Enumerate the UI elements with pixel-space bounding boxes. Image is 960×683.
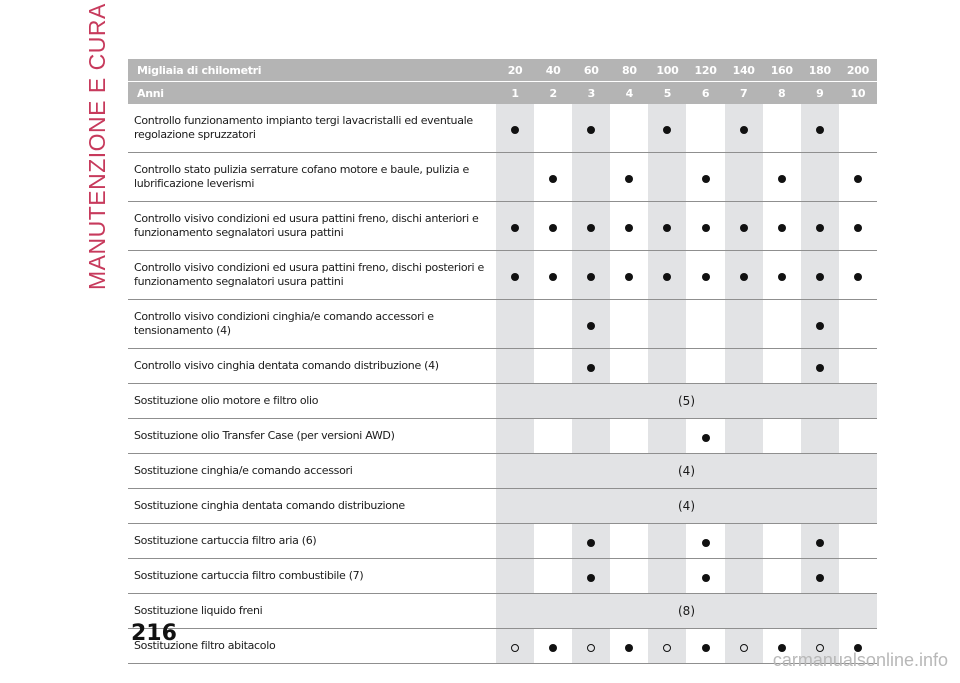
- schedule-cell: [801, 202, 839, 251]
- filled-dot-icon: [778, 273, 786, 281]
- schedule-cell: [725, 300, 763, 349]
- row-note: (4): [496, 489, 877, 524]
- filled-dot-icon: [663, 126, 671, 134]
- schedule-cell: [610, 202, 648, 251]
- schedule-cell: [496, 153, 534, 202]
- filled-dot-icon: [702, 175, 710, 183]
- filled-dot-icon: [702, 574, 710, 582]
- schedule-cell: [725, 559, 763, 594]
- filled-dot-icon: [816, 574, 824, 582]
- filled-dot-icon: [625, 224, 633, 232]
- schedule-cell: [686, 419, 724, 454]
- table-row: [128, 419, 877, 454]
- schedule-cell: [725, 349, 763, 384]
- schedule-cell: [725, 251, 763, 300]
- header-year-5: 5: [648, 82, 686, 105]
- schedule-cell: [763, 153, 801, 202]
- schedule-cell: [572, 202, 610, 251]
- schedule-cell: [496, 349, 534, 384]
- schedule-cell: [534, 559, 572, 594]
- filled-dot-icon: [816, 539, 824, 547]
- filled-dot-icon: [587, 224, 595, 232]
- schedule-cell: [839, 251, 877, 300]
- schedule-cell: [648, 104, 686, 153]
- filled-dot-icon: [778, 224, 786, 232]
- header-years-row: [128, 82, 877, 105]
- schedule-cell: [534, 524, 572, 559]
- header-km-60: 60: [572, 59, 610, 82]
- schedule-cell: [763, 202, 801, 251]
- schedule-cell: [534, 349, 572, 384]
- table-row: [128, 104, 877, 153]
- schedule-cell: [648, 300, 686, 349]
- schedule-cell: [496, 104, 534, 153]
- schedule-cell: [725, 202, 763, 251]
- watermark: carmanualsonline.info: [772, 650, 948, 670]
- schedule-cell: [610, 349, 648, 384]
- filled-dot-icon: [511, 273, 519, 281]
- schedule-cell: [686, 153, 724, 202]
- filled-dot-icon: [854, 175, 862, 183]
- table-row: [128, 202, 877, 251]
- schedule-cell: [763, 524, 801, 559]
- maintenance-schedule-table: [128, 59, 877, 664]
- header-km-200: 200: [839, 59, 877, 82]
- row-label: Sostituzione cartuccia filtro aria (6): [128, 524, 496, 559]
- header-km-row: [128, 59, 877, 82]
- schedule-cell: [496, 559, 534, 594]
- row-label: Controllo visivo cinghia dentata comando distribuzione (4): [128, 349, 496, 384]
- schedule-cell: [763, 300, 801, 349]
- schedule-cell: [686, 524, 724, 559]
- schedule-cell: [648, 419, 686, 454]
- table-row: [128, 524, 877, 559]
- header-year-7: 7: [725, 82, 763, 105]
- schedule-cell: [572, 349, 610, 384]
- filled-dot-icon: [702, 539, 710, 547]
- table-row: [128, 454, 877, 489]
- filled-dot-icon: [854, 273, 862, 281]
- schedule-cell: [648, 349, 686, 384]
- schedule-cell: [801, 153, 839, 202]
- row-label: Controllo visivo condizioni cinghia/e comando accessori e tensionamento (4): [128, 300, 496, 349]
- schedule-cell: [496, 419, 534, 454]
- schedule-cell: [801, 349, 839, 384]
- filled-dot-icon: [511, 224, 519, 232]
- row-note: (8): [496, 594, 877, 629]
- page-number: 216: [131, 621, 177, 646]
- filled-dot-icon: [663, 273, 671, 281]
- header-years-label: Anni: [128, 82, 496, 105]
- schedule-cell: [763, 104, 801, 153]
- schedule-cell: [572, 559, 610, 594]
- row-label: Controllo visivo condizioni ed usura pattini freno, dischi posteriori e funzionamento segnalatori usura pattini: [128, 251, 496, 300]
- schedule-cell: [534, 629, 572, 664]
- schedule-cell: [801, 419, 839, 454]
- schedule-cell: [610, 153, 648, 202]
- schedule-cell: [686, 349, 724, 384]
- schedule-cell: [686, 251, 724, 300]
- header-km-20: 20: [496, 59, 534, 82]
- filled-dot-icon: [740, 126, 748, 134]
- table-row: [128, 384, 877, 419]
- header-year-10: 10: [839, 82, 877, 105]
- filled-dot-icon: [816, 224, 824, 232]
- header-km-140: 140: [725, 59, 763, 82]
- schedule-cell: [801, 559, 839, 594]
- schedule-cell: [496, 202, 534, 251]
- schedule-cell: [839, 202, 877, 251]
- schedule-cell: [648, 559, 686, 594]
- header-km-180: 180: [801, 59, 839, 82]
- filled-dot-icon: [587, 126, 595, 134]
- schedule-cell: [725, 629, 763, 664]
- filled-dot-icon: [625, 644, 633, 652]
- schedule-cell: [725, 153, 763, 202]
- header-km-160: 160: [763, 59, 801, 82]
- hollow-circle-icon: [663, 644, 671, 652]
- row-label: Sostituzione cartuccia filtro combustibile (7): [128, 559, 496, 594]
- schedule-cell: [610, 559, 648, 594]
- schedule-cell: [686, 559, 724, 594]
- row-label: Sostituzione cinghia dentata comando distribuzione: [128, 489, 496, 524]
- filled-dot-icon: [740, 224, 748, 232]
- schedule-cell: [648, 202, 686, 251]
- schedule-cell: [763, 419, 801, 454]
- row-label: Sostituzione cinghia/e comando accessori: [128, 454, 496, 489]
- schedule-cell: [572, 153, 610, 202]
- schedule-cell: [648, 629, 686, 664]
- schedule-cell: [648, 153, 686, 202]
- schedule-cell: [648, 524, 686, 559]
- row-label: Controllo stato pulizia serrature cofano motore e baule, pulizia e lubrificazione leverismi: [128, 153, 496, 202]
- schedule-cell: [763, 349, 801, 384]
- filled-dot-icon: [702, 644, 710, 652]
- schedule-cell: [839, 524, 877, 559]
- header-km-100: 100: [648, 59, 686, 82]
- schedule-cell: [725, 104, 763, 153]
- schedule-cell: [496, 629, 534, 664]
- header-year-9: 9: [801, 82, 839, 105]
- schedule-cell: [839, 559, 877, 594]
- table-row: [128, 153, 877, 202]
- row-label: Controllo visivo condizioni ed usura pattini freno, dischi anteriori e funzionamento segnalatori usura pattini: [128, 202, 496, 251]
- schedule-cell: [496, 251, 534, 300]
- table-row: [128, 489, 877, 524]
- schedule-cell: [686, 629, 724, 664]
- filled-dot-icon: [549, 273, 557, 281]
- filled-dot-icon: [816, 364, 824, 372]
- header-year-6: 6: [686, 82, 724, 105]
- table-row: [128, 594, 877, 629]
- schedule-cell: [839, 419, 877, 454]
- schedule-cell: [610, 629, 648, 664]
- table-row: [128, 300, 877, 349]
- row-label: Sostituzione olio motore e filtro olio: [128, 384, 496, 419]
- schedule-cell: [725, 419, 763, 454]
- filled-dot-icon: [625, 273, 633, 281]
- schedule-cell: [763, 251, 801, 300]
- schedule-cell: [686, 202, 724, 251]
- header-km-120: 120: [686, 59, 724, 82]
- filled-dot-icon: [816, 322, 824, 330]
- filled-dot-icon: [587, 322, 595, 330]
- filled-dot-icon: [549, 224, 557, 232]
- filled-dot-icon: [778, 175, 786, 183]
- schedule-cell: [610, 104, 648, 153]
- header-year-3: 3: [572, 82, 610, 105]
- row-label: Controllo funzionamento impianto tergi lavacristalli ed eventuale regolazione spruzzatori: [128, 104, 496, 153]
- filled-dot-icon: [549, 175, 557, 183]
- schedule-cell: [648, 251, 686, 300]
- schedule-cell: [534, 419, 572, 454]
- schedule-cell: [534, 104, 572, 153]
- schedule-cell: [610, 524, 648, 559]
- schedule-cell: [610, 300, 648, 349]
- filled-dot-icon: [587, 364, 595, 372]
- schedule-cell: [572, 300, 610, 349]
- row-note: (5): [496, 384, 877, 419]
- schedule-cell: [610, 251, 648, 300]
- filled-dot-icon: [854, 224, 862, 232]
- filled-dot-icon: [816, 273, 824, 281]
- schedule-cell: [534, 300, 572, 349]
- filled-dot-icon: [587, 539, 595, 547]
- schedule-cell: [572, 104, 610, 153]
- header-km-80: 80: [610, 59, 648, 82]
- table-row: [128, 349, 877, 384]
- schedule-cell: [610, 419, 648, 454]
- schedule-cell: [572, 524, 610, 559]
- header-year-1: 1: [496, 82, 534, 105]
- schedule-cell: [801, 524, 839, 559]
- header-year-8: 8: [763, 82, 801, 105]
- table-row: [128, 629, 877, 664]
- row-label: Sostituzione filtro abitacolo: [128, 629, 496, 664]
- schedule-cell: [534, 251, 572, 300]
- filled-dot-icon: [587, 273, 595, 281]
- schedule-cell: [839, 153, 877, 202]
- header-km-40: 40: [534, 59, 572, 82]
- filled-dot-icon: [702, 434, 710, 442]
- schedule-cell: [725, 524, 763, 559]
- row-label: Sostituzione olio Transfer Case (per versioni AWD): [128, 419, 496, 454]
- filled-dot-icon: [511, 126, 519, 134]
- table-row: [128, 559, 877, 594]
- table-row: [128, 251, 877, 300]
- schedule-cell: [801, 300, 839, 349]
- schedule-cell: [686, 104, 724, 153]
- schedule-cell: [839, 104, 877, 153]
- filled-dot-icon: [625, 175, 633, 183]
- filled-dot-icon: [587, 574, 595, 582]
- schedule-cell: [839, 349, 877, 384]
- row-note: (4): [496, 454, 877, 489]
- filled-dot-icon: [702, 224, 710, 232]
- header-km-label: Migliaia di chilometri: [128, 59, 496, 82]
- schedule-cell: [572, 419, 610, 454]
- hollow-circle-icon: [740, 644, 748, 652]
- schedule-cell: [572, 629, 610, 664]
- schedule-cell: [534, 202, 572, 251]
- filled-dot-icon: [663, 224, 671, 232]
- row-label: Sostituzione liquido freni: [128, 594, 496, 629]
- section-title: MANUTENZIONE E CURA: [84, 3, 110, 290]
- filled-dot-icon: [740, 273, 748, 281]
- schedule-cell: [763, 559, 801, 594]
- hollow-circle-icon: [511, 644, 519, 652]
- schedule-cell: [496, 524, 534, 559]
- schedule-cell: [801, 104, 839, 153]
- header-year-2: 2: [534, 82, 572, 105]
- schedule-cell: [839, 300, 877, 349]
- schedule-cell: [534, 153, 572, 202]
- schedule-cell: [801, 251, 839, 300]
- filled-dot-icon: [549, 644, 557, 652]
- hollow-circle-icon: [587, 644, 595, 652]
- filled-dot-icon: [702, 273, 710, 281]
- schedule-cell: [686, 300, 724, 349]
- filled-dot-icon: [816, 126, 824, 134]
- schedule-cell: [572, 251, 610, 300]
- header-year-4: 4: [610, 82, 648, 105]
- schedule-cell: [496, 300, 534, 349]
